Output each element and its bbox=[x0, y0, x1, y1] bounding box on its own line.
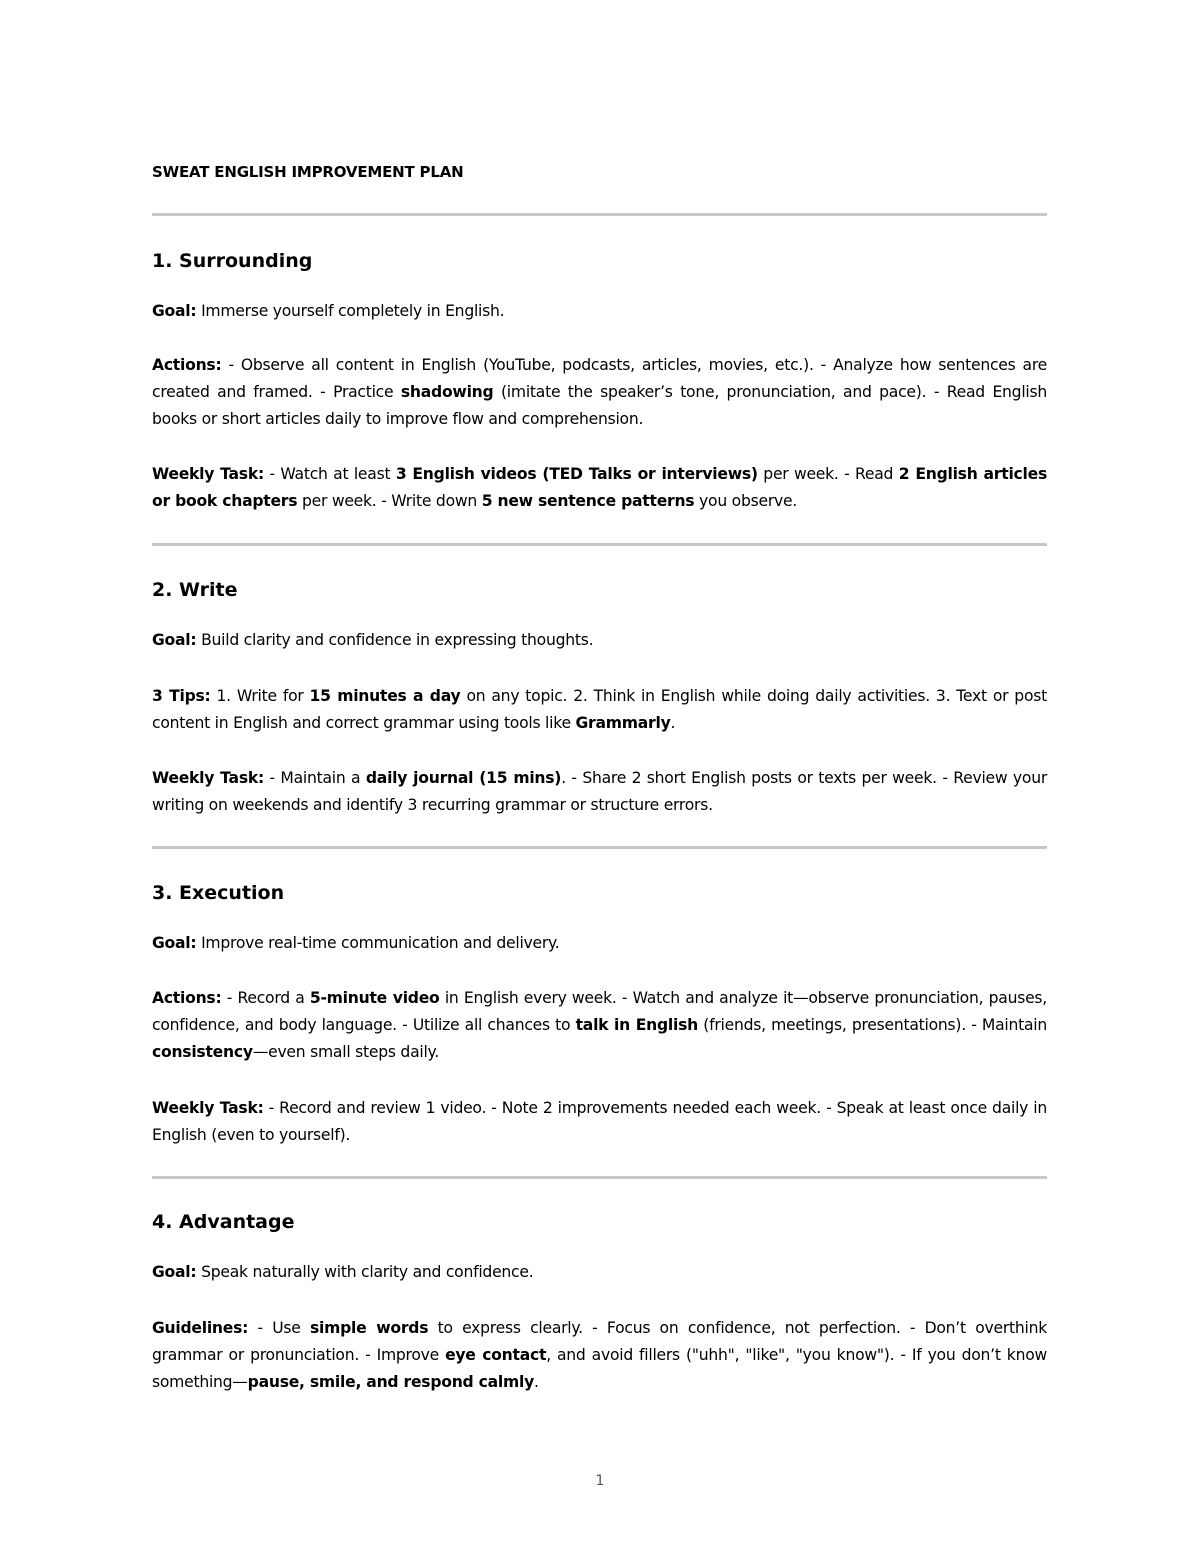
weekly-task-label: Weekly Task: bbox=[152, 465, 264, 483]
weekly-task-paragraph bbox=[152, 765, 1047, 819]
actions-paragraph bbox=[152, 985, 1047, 1066]
section-heading-write: 2. Write bbox=[152, 579, 238, 601]
task-emphasis: daily journal (15 mins) bbox=[365, 769, 562, 787]
actions-emphasis: 5-minute video bbox=[309, 989, 440, 1007]
tips-emphasis: 15 minutes a day bbox=[309, 687, 461, 705]
actions-emphasis: talk in English bbox=[575, 1016, 698, 1034]
guidelines-text: . bbox=[534, 1373, 539, 1391]
goal-text: Immerse yourself completely in English. bbox=[196, 302, 505, 320]
section-divider bbox=[152, 213, 1047, 216]
actions-emphasis: shadowing bbox=[400, 383, 494, 401]
task-text: - Record and review 1 video. - Note 2 improvements needed each week. - Speak at least once daily in English (even to yourself). bbox=[152, 1099, 1047, 1144]
weekly-task-label: Weekly Task: bbox=[152, 769, 264, 787]
section-divider bbox=[152, 846, 1047, 849]
task-emphasis: 2 English articles or book chapters bbox=[152, 465, 1047, 510]
goal-text: Speak naturally with clarity and confidence. bbox=[196, 1263, 534, 1281]
goal-label: Goal: bbox=[152, 302, 197, 320]
goal-text: Build clarity and confidence in expressing thoughts. bbox=[196, 631, 594, 649]
weekly-task-paragraph bbox=[152, 1095, 1047, 1149]
task-text: . - Share 2 short English posts or texts per week. - Review your writing on weekends and identify 3 recurring grammar or structure errors. bbox=[152, 769, 1048, 814]
guidelines-emphasis: eye contact bbox=[445, 1346, 547, 1364]
task-text: per week. - Write down bbox=[297, 492, 482, 510]
tips-label: 3 Tips: bbox=[152, 687, 211, 705]
actions-text: —even small steps daily. bbox=[252, 1043, 439, 1061]
section-heading-execution: 3. Execution bbox=[152, 882, 285, 904]
guidelines-label: Guidelines: bbox=[152, 1319, 249, 1337]
tips-text: . bbox=[670, 714, 676, 732]
tips-text: 1. Write for bbox=[210, 687, 310, 705]
goal-paragraph bbox=[152, 930, 1047, 957]
tips-emphasis: Grammarly bbox=[575, 714, 671, 732]
task-text: you observe. bbox=[694, 492, 798, 510]
task-text: - Maintain a bbox=[263, 769, 366, 787]
weekly-task-paragraph bbox=[152, 461, 1047, 515]
guidelines-text: to express clearly. - Focus on confidence, not perfection. - Don’t overthink grammar or pronunciation. - Improve bbox=[152, 1319, 1047, 1364]
actions-emphasis: consistency bbox=[152, 1043, 253, 1061]
goal-paragraph bbox=[152, 298, 1047, 325]
section-heading-advantage: 4. Advantage bbox=[152, 1211, 295, 1233]
actions-label: Actions: bbox=[152, 356, 222, 374]
task-text: - Watch at least bbox=[263, 465, 396, 483]
section-divider bbox=[152, 1176, 1047, 1179]
goal-label: Goal: bbox=[152, 934, 197, 952]
goal-paragraph bbox=[152, 1259, 1047, 1286]
task-text: per week. - Read bbox=[757, 465, 899, 483]
guidelines-emphasis: pause, smile, and respond calmly bbox=[247, 1373, 535, 1391]
goal-label: Goal: bbox=[152, 631, 197, 649]
tips-paragraph bbox=[152, 683, 1047, 737]
page-number: 1 bbox=[595, 1473, 605, 1489]
goal-label: Goal: bbox=[152, 1263, 197, 1281]
goal-text: Improve real-time communication and delivery. bbox=[196, 934, 560, 952]
actions-text: - Observe all content in English (YouTube, podcasts, articles, movies, etc.). - Analyze how sentences are created and framed. - Practice bbox=[152, 356, 1047, 401]
guidelines-text: , and avoid fillers ("uhh", "like", "you know"). - If you don’t know something— bbox=[152, 1346, 1048, 1391]
section-divider bbox=[152, 543, 1047, 546]
section-heading-surrounding: 1. Surrounding bbox=[152, 250, 313, 272]
weekly-task-label: Weekly Task: bbox=[152, 1099, 264, 1117]
actions-text: (friends, meetings, presentations). - Maintain bbox=[698, 1016, 1047, 1034]
task-emphasis: 3 English videos (TED Talks or interviews) bbox=[395, 465, 758, 483]
actions-text: - Record a bbox=[221, 989, 310, 1007]
guidelines-emphasis: simple words bbox=[309, 1319, 429, 1337]
actions-text: in English every week. - Watch and analyze it—observe pronunciation, pauses, confidence, and body language. - Utilize all chances to bbox=[152, 989, 1048, 1034]
actions-label: Actions: bbox=[152, 989, 222, 1007]
goal-paragraph bbox=[152, 627, 1047, 654]
document-title: SWEAT ENGLISH IMPROVEMENT PLAN bbox=[152, 163, 464, 181]
actions-paragraph bbox=[152, 352, 1047, 433]
guidelines-paragraph bbox=[152, 1315, 1047, 1396]
guidelines-text: - Use bbox=[248, 1319, 310, 1337]
tips-text: on any topic. 2. Think in English while doing daily activities. 3. Text or post content in English and correct grammar using tools like bbox=[152, 687, 1047, 732]
task-emphasis: 5 new sentence patterns bbox=[481, 492, 695, 510]
actions-text: (imitate the speaker’s tone, pronunciation, and pace). - Read English books or short articles daily to improve flow and comprehension. bbox=[152, 383, 1048, 428]
